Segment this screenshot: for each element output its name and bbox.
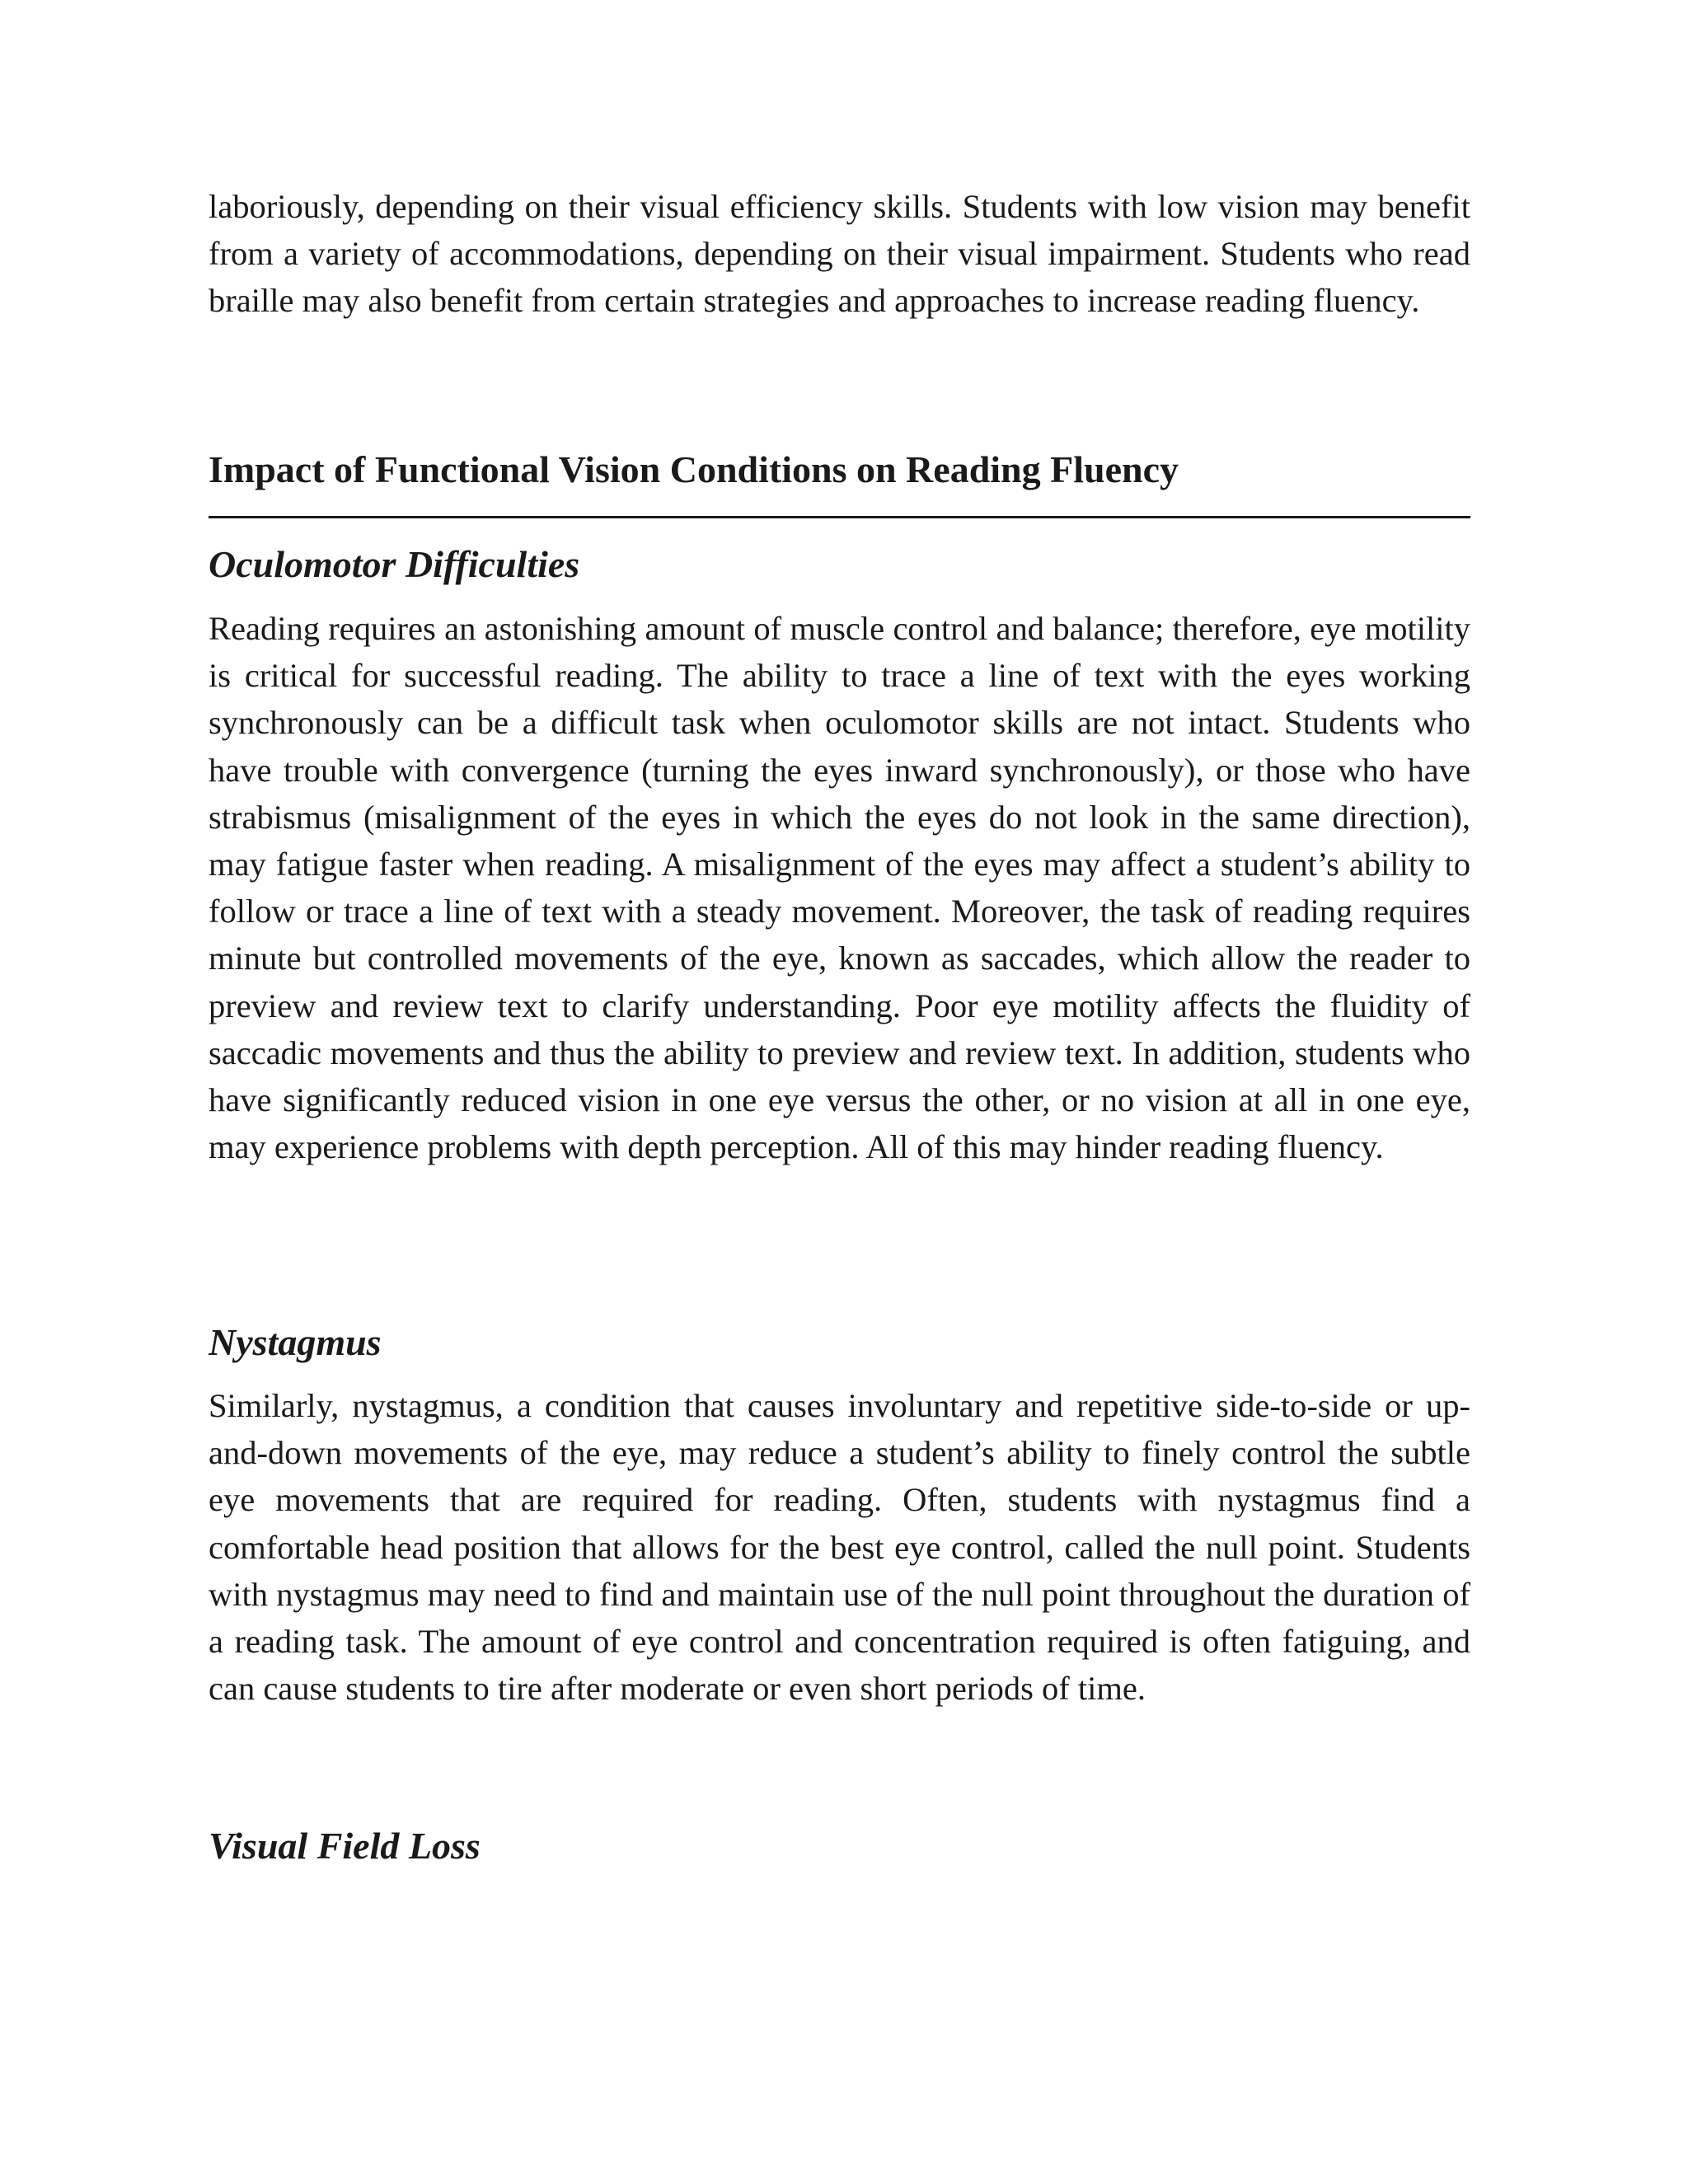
- oculomotor-heading: Oculomotor Difficulties: [209, 543, 580, 585]
- section-divider: [209, 516, 1470, 518]
- oculomotor-section: [209, 605, 1470, 1170]
- intro-section: [209, 183, 1470, 325]
- nystagmus-paragraph: Similarly, nystagmus, a condition that causes involuntary and repetitive side-to-side or up-and-down movements of the eye, may reduce a student’s ability to finely control the subtle eye movements that are required for reading. Often, students with nystagmus find a comfortable head position that allows for the best eye control, called the null point. Students with nystagmus may need to find and maintain use of the null point throughout the duration of a reading task. The amount of eye control and concentration required is often fatiguing, and can cause students to tire after moderate or even short periods of time.: [209, 1387, 1470, 1708]
- intro-paragraph: laboriously, depending on their visual efficiency skills. Students with low vision may benefit from a variety of accommodations, depending on their visual impairment. Students who read braille may also benefit from certain strategies and approaches to increase reading fluency.: [209, 188, 1470, 320]
- nystagmus-section: [209, 1382, 1470, 1712]
- oculomotor-paragraph: Reading requires an astonishing amount of muscle control and balance; therefore, eye motility is critical for successful reading. The ability to trace a line of text with the eyes working synchronously can be a difficult task when oculomotor skills are not intact. Students who have trouble with convergence (turning the eyes inward synchronously), or those who have strabismus (misalignment of the eyes in which the eyes do not look in the same direction), may fatigue faster when reading. A misalignment of the eyes may affect a student’s ability to follow or trace a line of text with a steady movement. Moreover, the task of reading requires minute but controlled movements of the eye, known as saccades, which allow the reader to preview and review text to clarify understanding. Poor eye motility affects the fluidity of saccadic movements and thus the ability to preview and review text. In addition, students who have significantly reduced vision in one eye versus the other, or no vision at all in one eye, may experience problems with depth perception. All of this may hinder reading fluency.: [209, 610, 1470, 1166]
- visual-field-loss-heading: Visual Field Loss: [209, 1825, 481, 1867]
- section-title: Impact of Functional Vision Conditions on Reading Fluency: [209, 448, 1179, 490]
- nystagmus-heading: Nystagmus: [209, 1321, 382, 1363]
